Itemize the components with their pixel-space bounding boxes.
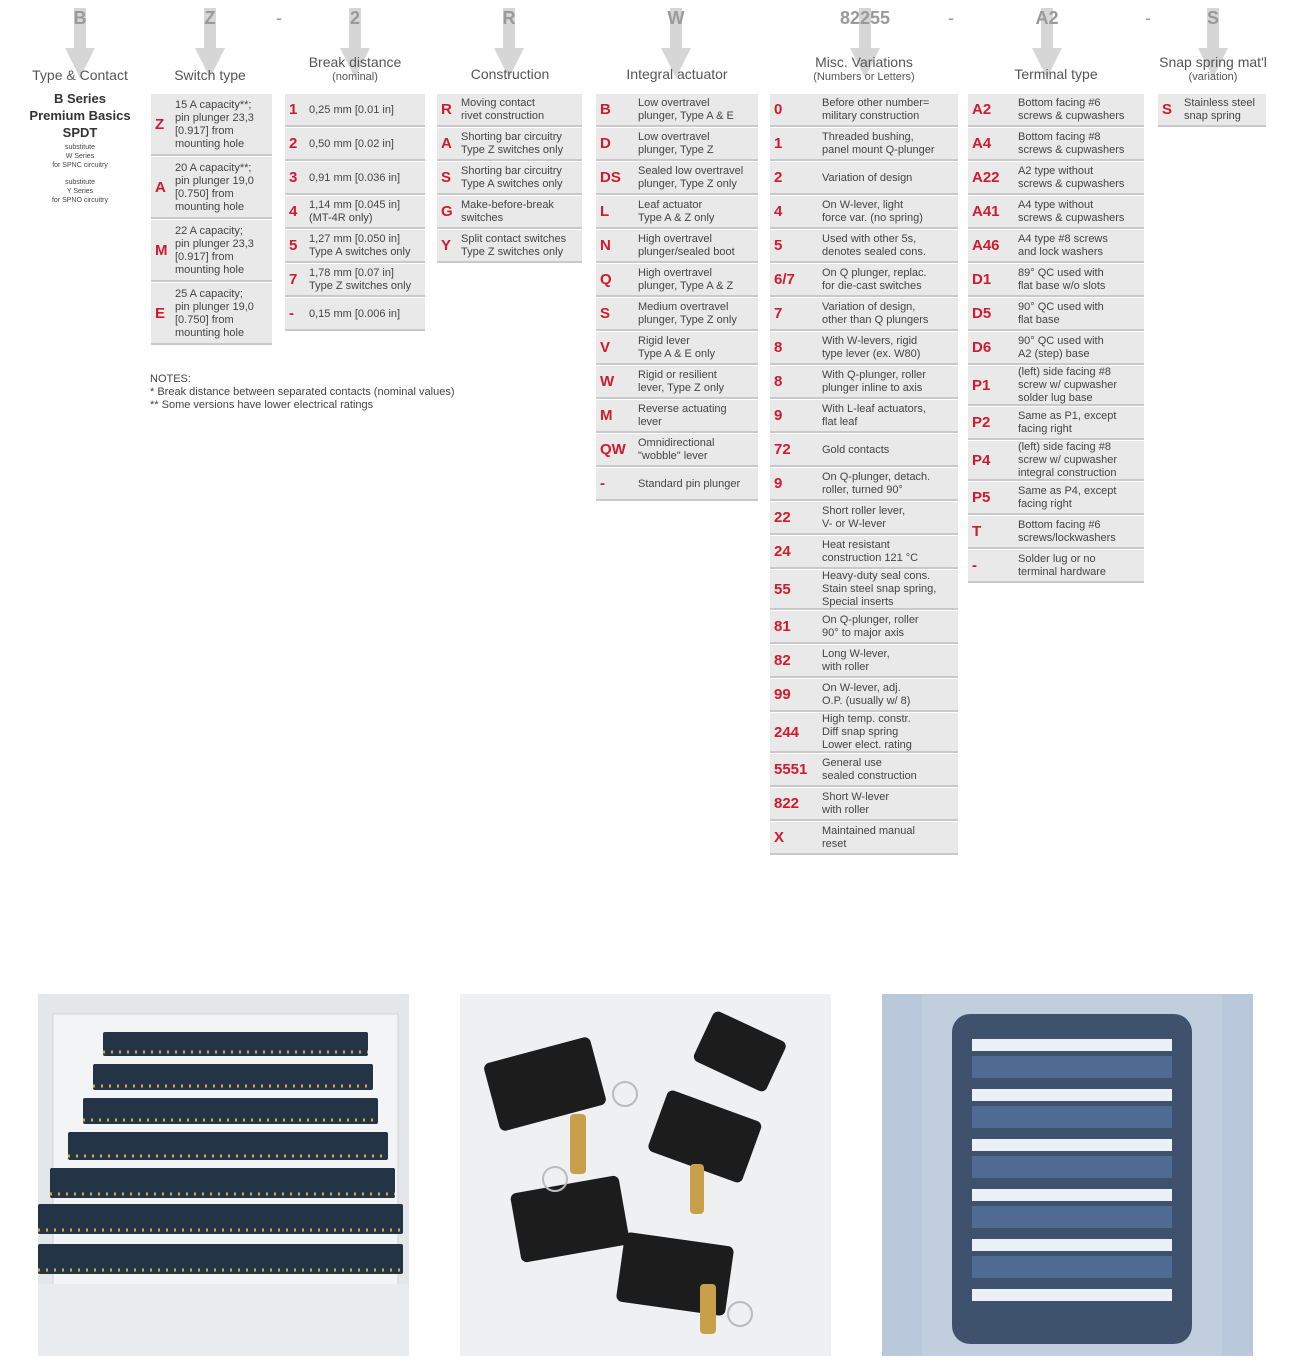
- option-code: 5551: [774, 761, 808, 778]
- notes-title: NOTES:: [150, 373, 191, 385]
- option-description: 0,25 mm [0.01 in]: [309, 103, 394, 116]
- option-code: E: [155, 304, 166, 322]
- title-construction: Construction: [470, 66, 550, 82]
- option-code: G: [441, 203, 453, 220]
- option-code: QW: [600, 441, 626, 458]
- code-dash: -: [1145, 8, 1151, 28]
- option-description: Rigid or resilient lever, Type Z only: [638, 369, 725, 394]
- code-letter-type: B: [73, 8, 87, 28]
- option-description: Heat resistant construction 121 °C: [822, 539, 919, 564]
- code-letter-break: 2: [349, 8, 360, 28]
- option-code: S: [441, 169, 452, 186]
- option-code: P5: [972, 489, 991, 506]
- option-description: 89° QC used with flat base w/o slots: [1018, 267, 1106, 292]
- code-dash: -: [948, 8, 954, 28]
- option-code: P4: [972, 451, 991, 469]
- option-code: 6/7: [774, 271, 795, 288]
- option-description: A4 type without screws & cupwashers: [1018, 199, 1125, 224]
- option-description: Shorting bar circuitry Type A switches only: [461, 165, 563, 190]
- break-distance-row: [285, 230, 425, 263]
- option-description: Shorting bar circuitry Type Z switches only: [461, 131, 564, 156]
- option-code: -: [600, 475, 605, 492]
- integral-actuator-row: [596, 468, 758, 501]
- option-description: 0,50 mm [0.02 in]: [309, 137, 394, 150]
- switch-type-row: [151, 220, 272, 282]
- option-code: D5: [972, 305, 992, 322]
- misc-variations-row: [770, 434, 958, 467]
- break-distance-table: [285, 93, 425, 331]
- option-description: Long W-lever, with roller: [822, 648, 890, 673]
- option-code: 4: [289, 203, 298, 220]
- option-description: On Q-plunger, roller 90° to major axis: [822, 614, 919, 639]
- misc-variations-row: [770, 570, 958, 610]
- break-distance-row: [285, 128, 425, 161]
- option-code: A46: [972, 237, 1000, 254]
- option-description: 1,78 mm [0.07 in] Type Z switches only: [309, 267, 412, 292]
- misc-variations-row: [770, 298, 958, 331]
- option-code: A2: [972, 101, 992, 118]
- option-code: Q: [600, 271, 612, 288]
- option-description: Medium overtravel plunger, Type Z only: [638, 301, 737, 326]
- option-code: M: [155, 241, 168, 259]
- option-code: 0: [774, 101, 783, 118]
- option-code: -: [972, 557, 977, 574]
- option-code: 3: [289, 169, 298, 186]
- terminal-type-row: [968, 516, 1144, 549]
- option-code: 1: [289, 101, 298, 118]
- title-type-contact: Type & Contact: [32, 67, 128, 83]
- option-code: R: [441, 101, 452, 118]
- misc-variations-row: [770, 611, 958, 644]
- misc-variations-row: [770, 822, 958, 855]
- integral-actuator-table: [596, 93, 758, 501]
- notes-line: ** Some versions have lower electrical ratings: [150, 399, 374, 411]
- misc-variations-row: [770, 645, 958, 678]
- integral-actuator-row: [596, 332, 758, 365]
- misc-variations-row: [770, 400, 958, 433]
- terminal-type-row: [968, 94, 1144, 127]
- option-description: Split contact switches Type Z switches only: [461, 233, 567, 258]
- title-integral-actuator: Integral actuator: [626, 66, 728, 82]
- product-photo-bagged-switches: [460, 994, 831, 1356]
- option-code: 7: [774, 305, 783, 322]
- option-code: 244: [774, 723, 800, 741]
- option-description: Bottom facing #6 screws/lockwashers: [1018, 519, 1116, 544]
- switch-type-table: [151, 93, 272, 345]
- type-contact-block: [8, 90, 152, 205]
- option-code: 72: [774, 441, 791, 458]
- option-code: 2: [774, 169, 783, 186]
- option-description: 1,14 mm [0.045 in] (MT-4R only): [309, 199, 401, 224]
- option-code: 5: [774, 237, 783, 254]
- option-code: 82: [774, 652, 791, 669]
- option-description: 22 A capacity; pin plunger 23,3 [0.917] from mounting hole: [175, 224, 254, 276]
- code-letter-spring: S: [1206, 8, 1219, 28]
- option-code: -: [289, 305, 294, 322]
- option-description: 20 A capacity**; pin plunger 19,0 [0.750] from mounting hole: [175, 161, 254, 213]
- option-code: A22: [972, 169, 1000, 186]
- option-description: 1,27 mm [0.050 in] Type A switches only: [309, 233, 411, 258]
- option-code: A4: [972, 135, 992, 152]
- option-description: Low overtravel plunger, Type Z: [638, 131, 714, 156]
- misc-variations-row: [770, 230, 958, 263]
- title-terminal-type: Terminal type: [1014, 66, 1098, 82]
- option-code: P2: [972, 414, 991, 431]
- option-code: D1: [972, 271, 992, 288]
- construction-row: [437, 196, 582, 229]
- terminal-type-row: [968, 332, 1144, 365]
- title-misc-variations-sub: (Numbers or Letters): [813, 71, 915, 83]
- option-description: Same as P1, except facing right: [1018, 410, 1117, 435]
- terminal-type-row: [968, 550, 1144, 583]
- construction-table: [437, 93, 582, 263]
- option-description: Leaf actuator Type A & Z only: [638, 199, 715, 224]
- option-description: On W-lever, light force var. (no spring): [822, 199, 923, 224]
- option-description: High overtravel plunger/sealed boot: [638, 233, 735, 258]
- title-snap-spring-sub: (variation): [1188, 71, 1238, 83]
- option-description: Short roller lever, V- or W-lever: [822, 505, 906, 530]
- integral-actuator-row: [596, 400, 758, 433]
- misc-variations-row: [770, 713, 958, 753]
- integral-actuator-row: [596, 366, 758, 399]
- option-description: 90° QC used with A2 (step) base: [1018, 335, 1104, 360]
- break-distance-row: [285, 264, 425, 297]
- option-code: 7: [289, 271, 298, 288]
- terminal-type-row: [968, 407, 1144, 440]
- option-description: 15 A capacity**; pin plunger 23,3 [0.917] from mounting hole: [175, 98, 254, 150]
- switch-tray-image: [38, 994, 409, 1356]
- option-code: 9: [774, 475, 783, 492]
- switch-type-row: [151, 283, 272, 345]
- option-code: A: [441, 135, 452, 152]
- construction-row: [437, 162, 582, 195]
- substitute-w-series: substitute W Series for SPNC circuitry: [52, 144, 108, 169]
- option-code: 822: [774, 795, 800, 812]
- option-description: With W-levers, rigid type lever (ex. W80): [822, 335, 921, 360]
- code-dash: -: [276, 8, 282, 28]
- option-description: 25 A capacity; pin plunger 19,0 [0.750] from mounting hole: [175, 287, 254, 339]
- option-description: General use sealed construction: [822, 757, 917, 782]
- terminal-type-row: [968, 298, 1144, 331]
- option-description: On Q plunger, replac. for die-cast switches: [822, 267, 927, 292]
- title-break-distance-sub: (nominal): [332, 71, 378, 83]
- option-description: Omnidirectional "wobble" lever: [638, 437, 715, 462]
- break-distance-row: [285, 196, 425, 229]
- option-description: Used with other 5s, denotes sealed cons.: [822, 233, 926, 258]
- option-description: A2 type without screws & cupwashers: [1018, 165, 1125, 190]
- product-photo-tray: [38, 994, 409, 1356]
- option-code: Y: [441, 237, 452, 254]
- option-code: L: [600, 203, 610, 220]
- misc-variations-row: [770, 536, 958, 569]
- terminal-type-row: [968, 264, 1144, 297]
- option-description: On W-lever, adj. O.P. (usually w/ 8): [822, 682, 911, 707]
- misc-variations-row: [770, 264, 958, 297]
- snap-spring-row: [1158, 94, 1266, 127]
- option-description: 90° QC used with flat base: [1018, 301, 1104, 326]
- misc-variations-row: [770, 128, 958, 161]
- option-description: High temp. constr. Diff snap spring Lower elect. rating: [822, 713, 912, 751]
- misc-variations-row: [770, 788, 958, 821]
- option-description: 0,15 mm [0.006 in]: [309, 307, 401, 320]
- option-code: 8: [774, 339, 783, 356]
- substitute-y-series: substitute Y Series for SPNO circuitry: [51, 179, 108, 204]
- integral-actuator-row: [596, 264, 758, 297]
- option-description: Heavy-duty seal cons. Stain steel snap spring, Special inserts: [822, 570, 937, 608]
- break-distance-row: [285, 298, 425, 331]
- option-description: Standard pin plunger: [638, 477, 741, 490]
- option-code: DS: [600, 169, 621, 186]
- option-description: Variation of design, other than Q plungers: [822, 301, 929, 326]
- break-distance-row: [285, 162, 425, 195]
- option-code: T: [972, 523, 982, 540]
- terminal-type-row: [968, 441, 1144, 481]
- title-break-distance: Break distance (nominal): [285, 55, 425, 85]
- option-code: S: [1162, 101, 1173, 118]
- option-description: With L-leaf actuators, flat leaf: [822, 403, 926, 428]
- title-misc-variations: Misc. Variations (Numbers or Letters): [770, 55, 958, 85]
- misc-variations-row: [770, 196, 958, 229]
- option-description: Short W-lever with roller: [822, 791, 890, 816]
- misc-variations-row: [770, 366, 958, 399]
- option-code: 4: [774, 203, 783, 220]
- option-code: A41: [972, 203, 1000, 220]
- option-code: B: [600, 101, 611, 118]
- integral-actuator-row: [596, 94, 758, 127]
- terminal-type-row: [968, 196, 1144, 229]
- misc-variations-table: [770, 93, 958, 855]
- option-code: M: [600, 407, 613, 424]
- option-description: A4 type #8 screws and lock washers: [1018, 233, 1108, 258]
- option-description: (left) side facing #8 screw w/ cupwasher integral construction: [1018, 441, 1118, 479]
- integral-actuator-row: [596, 230, 758, 263]
- switch-type-row: [151, 94, 272, 156]
- option-description: (left) side facing #8 screw w/ cupwasher solder lug base: [1018, 366, 1118, 404]
- misc-variations-row: [770, 679, 958, 712]
- option-code: 24: [774, 543, 791, 560]
- option-description: With Q-plunger, roller plunger inline to axis: [822, 369, 926, 394]
- terminal-type-row: [968, 230, 1144, 263]
- option-description: Threaded bushing, panel mount Q-plunger: [822, 131, 935, 156]
- integral-actuator-row: [596, 298, 758, 331]
- option-description: On Q-plunger, detach. roller, turned 90°: [822, 471, 931, 496]
- misc-variations-row: [770, 468, 958, 501]
- packaged-box-image: [882, 994, 1253, 1356]
- option-code: 55: [774, 580, 791, 598]
- option-code: 2: [289, 135, 298, 152]
- code-letter-misc: 82255: [839, 8, 891, 28]
- bagged-switches-image: [460, 994, 831, 1356]
- option-description: Stainless steel snap spring: [1184, 97, 1255, 122]
- option-code: Z: [155, 115, 165, 133]
- option-code: 9: [774, 407, 783, 424]
- option-description: Bottom facing #8 screws & cupwashers: [1018, 131, 1125, 156]
- option-code: A: [155, 178, 166, 196]
- terminal-type-table: [968, 93, 1144, 583]
- option-code: D6: [972, 339, 992, 356]
- option-description: Make-before-break switches: [461, 199, 554, 224]
- option-code: S: [600, 305, 611, 322]
- option-description: Bottom facing #6 screws & cupwashers: [1018, 97, 1125, 122]
- option-code: V: [600, 339, 611, 356]
- title-snap-spring: Snap spring mat'l (variation): [1148, 55, 1278, 85]
- break-distance-row: [285, 94, 425, 127]
- option-description: Gold contacts: [822, 443, 890, 456]
- integral-actuator-row: [596, 128, 758, 161]
- construction-row: [437, 230, 582, 263]
- option-description: Reverse actuating lever: [638, 403, 727, 428]
- option-code: 22: [774, 509, 791, 526]
- option-code: 81: [774, 618, 791, 635]
- code-letter-terminal: A2: [1035, 8, 1059, 28]
- option-code: W: [600, 373, 615, 390]
- construction-row: [437, 94, 582, 127]
- option-code: N: [600, 237, 611, 254]
- title-switch-type: Switch type: [174, 67, 246, 83]
- option-description: Solder lug or no terminal hardware: [1018, 553, 1107, 578]
- option-code: D: [600, 135, 611, 152]
- switch-type-row: [151, 157, 272, 219]
- terminal-type-row: [968, 162, 1144, 195]
- option-description: Same as P4, except facing right: [1018, 485, 1117, 510]
- misc-variations-row: [770, 502, 958, 535]
- option-description: Variation of design: [822, 171, 913, 184]
- code-letter-construction: R: [502, 8, 516, 28]
- notes-line: * Break distance between separated contacts (nominal values): [150, 386, 455, 398]
- notes: [150, 373, 455, 412]
- option-code: 5: [289, 237, 298, 254]
- option-description: Sealed low overtravel plunger, Type Z only: [638, 165, 744, 190]
- misc-variations-row: [770, 162, 958, 195]
- option-description: Maintained manual reset: [822, 825, 915, 850]
- construction-row: [437, 128, 582, 161]
- product-photo-packaged-box: [882, 994, 1253, 1356]
- terminal-type-row: [968, 128, 1144, 161]
- code-letter-switch: Z: [204, 8, 216, 28]
- series-name: B Series Premium Basics SPDT: [29, 91, 131, 140]
- option-description: Rigid lever Type A & E only: [638, 335, 716, 360]
- option-code: 8: [774, 373, 783, 390]
- option-code: X: [774, 829, 785, 846]
- snap-spring-table: [1158, 93, 1266, 127]
- integral-actuator-row: [596, 196, 758, 229]
- misc-variations-row: [770, 94, 958, 127]
- code-letter-actuator: W: [667, 8, 685, 28]
- option-description: High overtravel plunger, Type A & Z: [638, 267, 734, 292]
- option-code: 1: [774, 135, 783, 152]
- misc-variations-row: [770, 754, 958, 787]
- terminal-type-row: [968, 482, 1144, 515]
- option-code: P1: [972, 376, 991, 394]
- terminal-type-row: [968, 366, 1144, 406]
- integral-actuator-row: [596, 162, 758, 195]
- option-code: 99: [774, 686, 791, 703]
- option-description: Low overtravel plunger, Type A & E: [638, 97, 734, 122]
- integral-actuator-row: [596, 434, 758, 467]
- option-description: Before other number= military construction: [822, 97, 930, 122]
- misc-variations-row: [770, 332, 958, 365]
- option-description: 0,91 mm [0.036 in]: [309, 171, 401, 184]
- option-description: Moving contact rivet construction: [461, 97, 545, 122]
